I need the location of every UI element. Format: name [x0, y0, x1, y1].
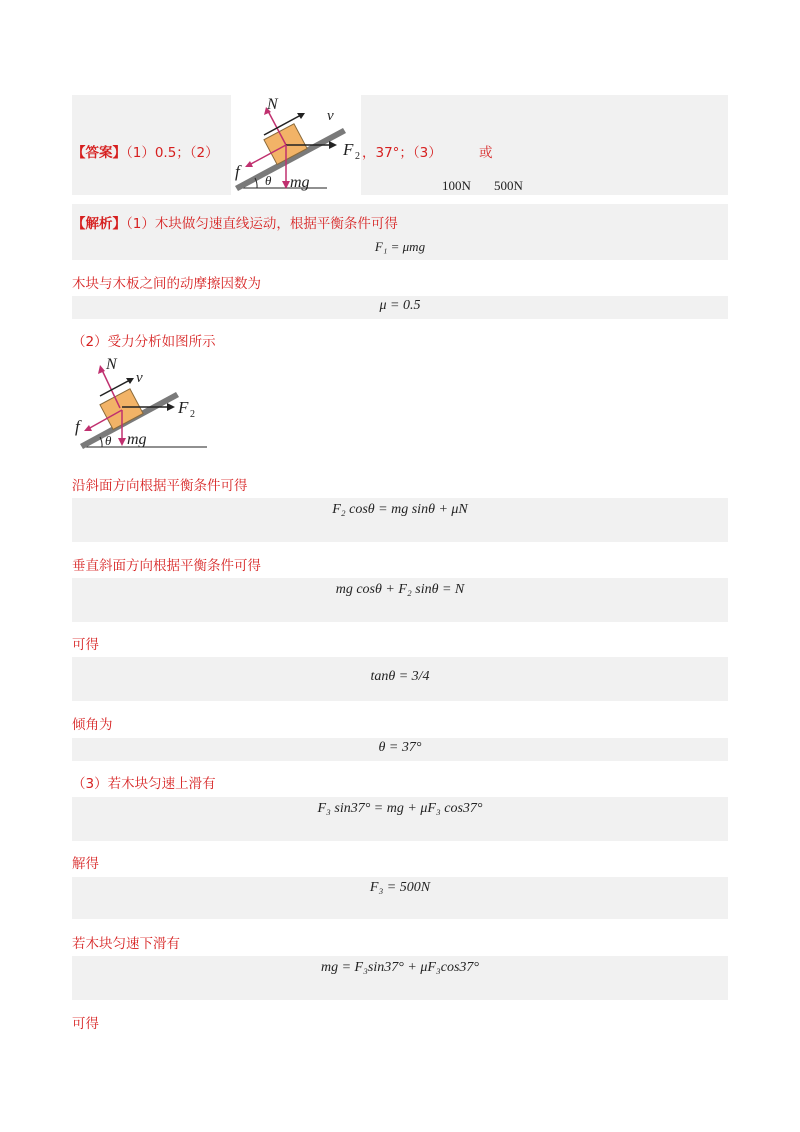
analysis-line8: （3）若木块匀速上滑有: [72, 776, 216, 792]
label-F: F: [343, 140, 354, 159]
answer-part2: ，37°；（3）: [362, 145, 442, 161]
analysis-line5: 垂直斜面方向根据平衡条件可得: [72, 558, 261, 574]
equation-4: mg cosθ + F₂ sinθ = N: [335, 582, 465, 597]
analysis-line7: 倾角为: [72, 717, 113, 733]
label-f-large: f: [75, 417, 80, 436]
analysis-line2: 木块与木板之间的动摩擦因数为: [72, 276, 261, 292]
answer-figure: [231, 95, 361, 195]
analysis-figure: [72, 352, 207, 452]
analysis-line1: [72, 212, 398, 232]
analysis-line6: 可得: [72, 637, 99, 653]
label-v-large: v: [136, 370, 143, 386]
label-theta: θ: [265, 173, 272, 188]
analysis-label: 【解析】: [72, 216, 126, 232]
analysis-text1: （1）木块做匀速直线运动，根据平衡条件可得: [126, 216, 398, 232]
answer-v1: 100N: [442, 178, 471, 193]
label-F-large: F: [178, 398, 189, 417]
equation-8: F₃ = 500N: [369, 880, 431, 895]
equation-3: F₂ cosθ = mg sinθ + μN: [332, 502, 468, 517]
label-mg: mg: [290, 174, 310, 191]
label-F-sub-large: 2: [190, 409, 195, 420]
label-N-large: N: [106, 356, 117, 373]
analysis-line4: 沿斜面方向根据平衡条件可得: [72, 478, 248, 494]
label-mg-large: mg: [127, 431, 147, 448]
label-v: v: [327, 108, 334, 124]
label-theta-large: θ: [105, 433, 112, 448]
answer-line: [72, 141, 219, 161]
analysis-line3: （2）受力分析如图所示: [72, 334, 216, 350]
equation-7: F₃ sin37° = mg + μF₃ cos37°: [317, 801, 483, 816]
answer-label: 【答案】: [72, 145, 126, 161]
equation-9: mg = F₃sin37° + μF₃cos37°: [320, 960, 480, 975]
answer-v2: 500N: [494, 178, 523, 193]
label-F-sub: 2: [355, 151, 360, 162]
analysis-line11: 可得: [72, 1016, 99, 1032]
answer-or: 或: [479, 145, 493, 161]
force-diagram-small: [231, 95, 361, 195]
label-N: N: [267, 96, 278, 113]
equation-6: θ = 37°: [378, 740, 422, 755]
equation-2: μ = 0.5: [379, 298, 421, 313]
answer-part1: （1）0.5；（2）: [126, 145, 219, 161]
analysis-line9: 解得: [72, 856, 99, 872]
force-diagram-large: [72, 352, 207, 452]
equation-5: tanθ = 3/4: [370, 669, 430, 684]
analysis-line10: 若木块匀速下滑有: [72, 936, 180, 952]
label-f: f: [235, 162, 240, 181]
equation-1: F₁ = μmg: [374, 239, 426, 254]
